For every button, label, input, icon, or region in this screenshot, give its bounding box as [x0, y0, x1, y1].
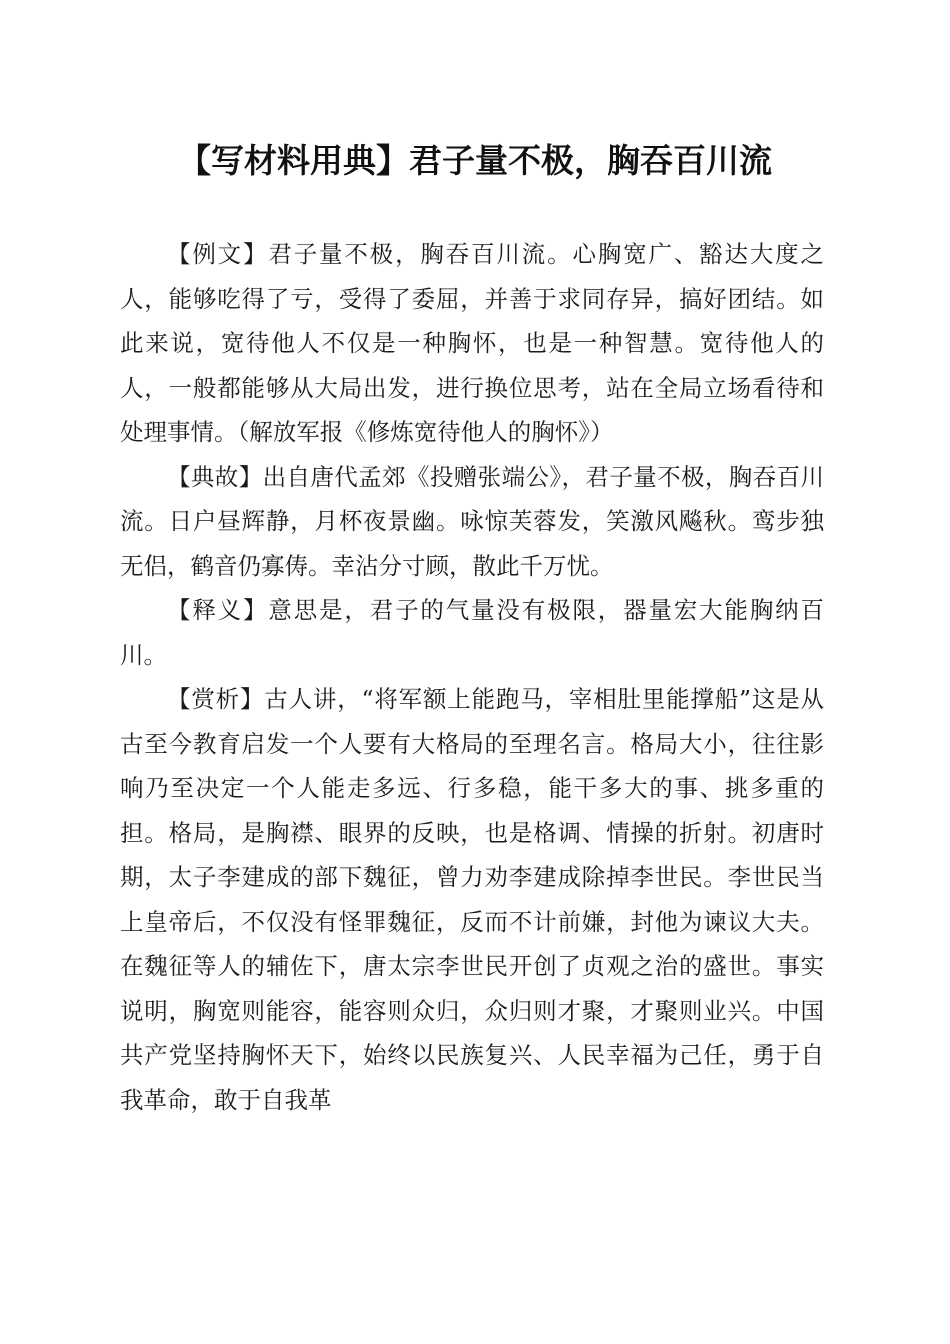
- paragraph-allusion: [120, 455, 824, 589]
- document-title: 【写材料用典】君子量不极，胸吞百川流: [178, 141, 772, 180]
- paragraph-text: 意思是，君子的气量没有极限，器量宏大能胸纳百川。: [120, 596, 825, 669]
- paragraph-meaning: [120, 588, 824, 677]
- paragraph-text: 出自唐代孟郊《投赠张端公》，君子量不极，胸吞百川流。日户昼辉静，月杯夜景幽。咏惊芙蓉发，笑激风飚秋。鸾步独无侣，鹤音仍寡俦。幸沾分寸顾，散此千万忧。: [120, 462, 825, 580]
- paragraph-label: 【释义】: [167, 596, 269, 624]
- paragraph-label: 【例文】: [167, 240, 269, 268]
- paragraph-example: [120, 232, 824, 455]
- paragraph-label: 【典故】: [167, 462, 263, 491]
- paragraph-label: 【赏析】: [167, 685, 265, 713]
- paragraph-text: 古人讲，“将军额上能跑马，宰相肚里能撑船”这是从古至今教育启发一个人要有大格局的至理名言。格局大小，往往影响乃至决定一个人能走多远、行多稳，能干多大的事、挑多重的担。格局，是胸襟、眼界的反映，也是格调、情操的折射。初唐时期，太子李建成的部下魏征，曾力劝李建成除掉李世民。李世民当上皇帝后，不仅没有怪罪魏征，反而不计前嫌，封他为谏议大夫。在魏征等人的辅佐下，唐太宗李世民开创了贞观之治的盛世。事实说明，胸宽则能容，能容则众归，众归则才聚，才聚则业兴。中国共产党坚持胸怀天下，始终以民族复兴、人民幸福为己任，勇于自我革命，敢于自我革: [120, 685, 825, 1114]
- document-body: [120, 232, 824, 1122]
- paragraph-text: 君子量不极，胸吞百川流。心胸宽广、豁达大度之人，能够吃得了亏，受得了委屈，并善于求同存异，搞好团结。如此来说，宽待他人不仅是一种胸怀，也是一种智慧。宽待他人的人，一般都能够从大局出发，进行换位思考，站在全局立场看待和处理事情。（解放军报《修炼宽待他人的胸怀》）: [120, 240, 825, 446]
- paragraph-analysis: [120, 677, 824, 1122]
